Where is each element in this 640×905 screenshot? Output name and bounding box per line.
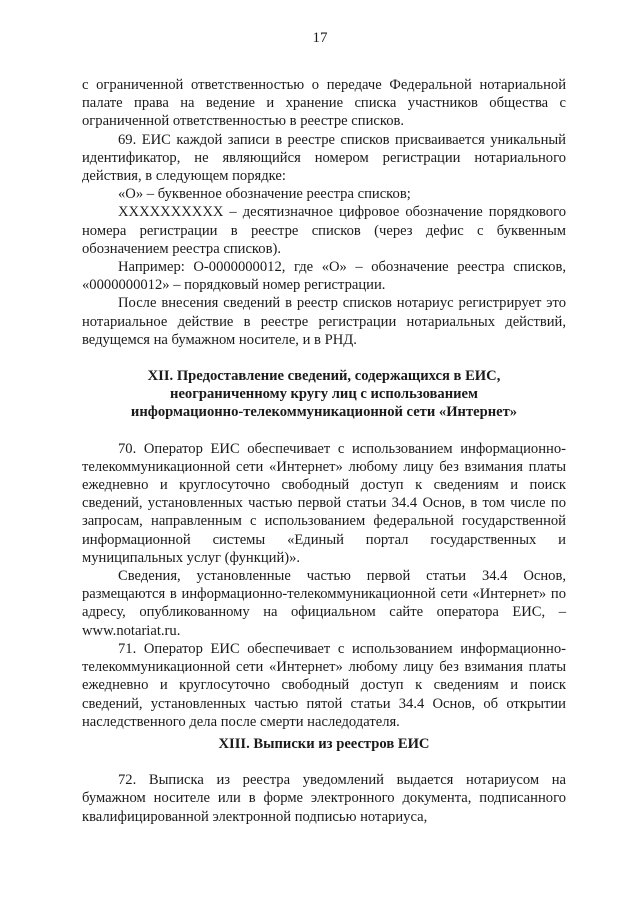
paragraph-71: 71. Оператор ЕИС обеспечивает с использованием информационно-телекоммуникационной сети «Интернет» любому лицу без взимания платы ежедневно и круглосуточно свободный доступ к сведениям и поиск сведений, установленных частью пятой статьи 34.4 Основ, об открытии наследственного дела после смерти наследодателя. (82, 640, 566, 730)
page-number: 17 (312, 30, 328, 46)
section-12-heading-line-1: XII. Предоставление сведений, содержащихся в ЕИС, (147, 368, 501, 385)
paragraph-69: 69. ЕИС каждой записи в реестре списков присваивается уникальный идентификатор, не являющийся номером регистрации нотариального действия, в следующем порядке: (82, 131, 566, 185)
paragraph-example: Например: О-0000000012, где «О» – обозначение реестра списков, «0000000012» – порядковый номер регистрации. (82, 259, 566, 294)
paragraph-registration: После внесения сведений в реестр списков нотариус регистрирует это нотариальное действие в реестре регистрации нотариальных действий, ведущемся на бумажном носителе, и в РНД. (82, 295, 566, 348)
paragraph-continuation: с ограниченной ответственностью о передаче Федеральной нотариальной палате права на ведение и хранение списка участников общества с ограниченной ответственностью в реестре списков. (82, 77, 566, 130)
paragraph-72: 72. Выписка из реестра уведомлений выдается нотариусом на бумажном носителе или в форме электронного документа, подписанного квалифицированной электронной подписью нотариуса, (82, 772, 566, 825)
section-12-heading-line-3: информационно-телекоммуникационной сети «Интернет» (130, 404, 518, 421)
paragraph-70: 70. Оператор ЕИС обеспечивает с использованием информационно-телекоммуникационной сети «Интернет» любому лицу без взимания платы ежедневно и круглосуточно свободный доступ к сведениям и поиск сведений, установленных частью первой статьи 34.4 Основ, в том числе по запросам, направленным с использованием федеральной государственной информационной системы «Единый портал государственных и муниципальных услуг (функций)». (82, 440, 566, 566)
document-body (82, 76, 566, 826)
section-12-heading-line-2: неограниченному кругу лиц с использованием (170, 386, 478, 403)
paragraph-letter-code: «О» – буквенное обозначение реестра списков; (118, 186, 411, 203)
section-12-heading (82, 367, 566, 422)
section-13-heading: XIII. Выписки из реестров ЕИС (218, 735, 430, 752)
paragraph-70-address: Сведения, установленные частью первой статьи 34.4 Основ, размещаются в информационно-телекоммуникационной сети «Интернет» по адресу, опубликованному на официальном сайте оператора ЕИС, – www.notariat.ru. (82, 568, 566, 639)
paragraph-digit-code: XXXXXXXXXX – десятизначное цифровое обозначение порядкового номера регистрации в реестре списков (через дефис с буквенным обозначением реестра списков). (82, 204, 566, 257)
